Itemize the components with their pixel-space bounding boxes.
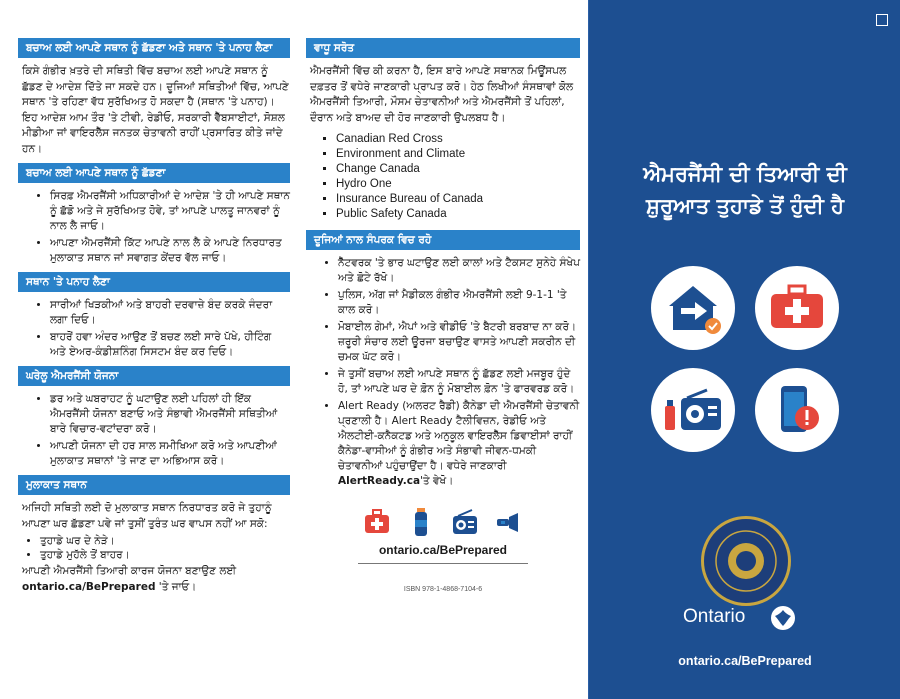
isbn: ISBN 978-1-4868-7104-6 bbox=[403, 586, 483, 593]
shelter-list bbox=[18, 298, 290, 360]
footer-suffix: 'ਤੇ ਜਾਓ। bbox=[155, 580, 197, 593]
cover-url[interactable]: ontario.ca/BePrepared bbox=[678, 654, 812, 668]
evacuating-list bbox=[18, 189, 290, 266]
org-item: ▪ Environment and Climate bbox=[336, 147, 580, 162]
list-item: • ਜੇ ਤੁਸੀਂ ਬਚਾਅ ਲਈ ਆਪਣੇ ਸਥਾਨ ਨੂੰ ਛੱਡਣ ਲਈ ਮਜਬੂਰ ਹੁੰਦੇ ਹੋ, ਤਾਂ ਆਪਣੇ ਘਰ ਦੇ ਫ਼ੋਨ ਨੂੰ ਮੋਬਾਈਲ ਫ਼ੋਨ 'ਤੇ ਫਾਰਵਰਡ ਕਰੋ। bbox=[338, 367, 580, 397]
first-aid-kit-icon bbox=[755, 266, 839, 350]
list-item: • ਪੁਲਿਸ, ਅੱਗ ਜਾਂ ਮੈਡੀਕਲ ਗੰਭੀਰ ਐਮਰਜੈਂਸੀ ਲਈ 9-1-1 'ਤੇ ਕਾਲ ਕਰੋ। bbox=[338, 288, 580, 318]
crop-mark bbox=[876, 14, 888, 26]
water-bottle-icon bbox=[408, 507, 434, 537]
cover-panel bbox=[588, 0, 900, 699]
section-heading-evacuating: ਬਚਾਅ ਲਈ ਆਪਣੇ ਸਥਾਨ ਨੂੰ ਛੱਡਣਾ bbox=[18, 163, 290, 183]
section-heading-shelter-in-place: ਸਥਾਨ 'ਤੇ ਪਨਾਹ ਲੈਣਾ bbox=[18, 272, 290, 292]
list-item: • ਸਿਰਫ਼ ਐਮਰਜੈਂਸੀ ਅਧਿਕਾਰੀਆਂ ਦੇ ਆਦੇਸ਼ 'ਤੇ ਹੀ ਆਪਣੇ ਸਥਾਨ ਨੂੰ ਛੱਡੋ ਅਤੇ ਜੇ ਸੁਰੱਖਿਅਤ ਹੋਵੇ, ਤਾਂ ਆਪਣੇ ਪਾਲਤੂ ਜਾਨਵਰਾਂ ਨੂੰ ਨਾਲ ਲੈ ਜਾਓ। bbox=[50, 189, 290, 234]
phone-alert-icon bbox=[755, 368, 839, 452]
list-item: • ਤੁਹਾਡੇ ਘਰ ਦੇ ਨੇੜੇ। bbox=[40, 534, 290, 548]
divider bbox=[358, 563, 528, 564]
list-item: • ਡਰ ਅਤੇ ਘਬਰਾਹਟ ਨੂੰ ਘਟਾਉਣ ਲਈ ਪਹਿਲਾਂ ਹੀ ਇੱਕ ਐਮਰਜੈਂਸੀ ਯੋਜਨਾ ਬਣਾਓ ਅਤੇ ਸੰਭਾਵੀ ਐਮਰਜੈਂਸੀ ਸਥਿਤੀਆਂ ਬਾਰੇ ਵਿਚਾਰ-ਵਟਾਂਦਰਾ ਕਰੋ। bbox=[50, 392, 290, 437]
site-url[interactable]: ontario.ca/BePrepared bbox=[378, 543, 508, 557]
alert-ready-text: Alert Ready (ਅਲਰਟ ਰੈਡੀ) ਕੈਨੇਡਾ ਦੀ ਐਮਰਜੈਂਸੀ ਚੇਤਾਵਨੀ ਪ੍ਰਣਾਲੀ ਹੈ। Alert Ready ਟੈਲੀਵਿਜ਼ਨ, ਰੇਡੀਓ ਅਤੇ ਐਲਟੀਈ-ਕਨੈਕਟਡ ਅਤੇ ਅਨੁਕੂਲ ਵਾਇਰਲੈੱਸ ਡਿਵਾਈਸਾਂ ਰਾਹੀਂ ਕੈਨੇਡਾ-ਵਾਸੀਆਂ ਨੂੰ ਗੰਭੀਰ ਅਤੇ ਸੰਭਾਵੀ ਜੀਵਨ-ਧਮਕੀ ਚੇਤਾਵਨੀਆਂ ਪਹੁੰਚਾਉਂਦਾ ਹੈ। ਵਧੇਰੇ ਜਾਣਕਾਰੀ bbox=[338, 400, 580, 472]
first-aid-kit-icon bbox=[364, 507, 390, 537]
list-item: • ਤੁਹਾਡੇ ਮੁਹੱਲੇ ਤੋਂ ਬਾਹਰ। bbox=[40, 548, 290, 562]
left-panel bbox=[0, 0, 300, 699]
meeting-places-list bbox=[18, 534, 290, 562]
middle-panel bbox=[300, 0, 588, 699]
list-item: • ਨੈੱਟਵਰਕ 'ਤੇ ਭਾਰ ਘਟਾਉਣ ਲਈ ਕਾਲਾਂ ਅਤੇ ਟੈਕਸਟ ਸੁਨੇਹੇ ਸੰਖੇਪ ਅਤੇ ਛੋਟੇ ਰੱਖੋ। bbox=[338, 256, 580, 286]
meeting-places-text: ਅਜਿਹੀ ਸਥਿਤੀ ਲਈ ਦੋ ਮੁਲਾਕਾਤ ਸਥਾਨ ਨਿਰਧਾਰਤ ਕਰੋ ਜੇ ਤੁਹਾਨੂੰ ਆਪਣਾ ਘਰ ਛੱਡਣਾ ਪਵੇ ਜਾਂ ਤੁਸੀਂ ਤੁਰੰਤ ਘਰ ਵਾਪਸ ਨਹੀਂ ਆ ਸਕੋ: bbox=[22, 502, 272, 530]
alert-ready-link[interactable]: AlertReady.ca bbox=[338, 475, 421, 487]
radio-flashlight-icon bbox=[651, 368, 735, 452]
section-heading-household-plan: ਘਰੇਲੂ ਐਮਰਜੈਂਸੀ ਯੋਜਨਾ bbox=[18, 366, 290, 386]
section-heading-meeting-places: ਮੁਲਾਕਾਤ ਸਥਾਨ bbox=[18, 475, 290, 495]
list-item: • ਆਪਣਾ ਐਮਰਜੈਂਸੀ ਕਿੱਟ ਆਪਣੇ ਨਾਲ ਲੈ ਕੇ ਆਪਣੇ ਨਿਰਧਾਰਤ ਮੁਲਾਕਾਤ ਸਥਾਨ ਜਾਂ ਸਵਾਗਤ ਕੇਂਦਰ ਵੱਲ ਜਾਓ। bbox=[50, 236, 290, 266]
section-heading-resources: ਵਾਧੂ ਸਰੋਤ bbox=[306, 38, 580, 58]
seal-logo bbox=[701, 516, 791, 606]
list-item bbox=[338, 399, 580, 489]
resources-text: ਐਮਰਜੈਂਸੀ ਵਿੱਚ ਕੀ ਕਰਨਾ ਹੈ, ਇਸ ਬਾਰੇ ਆਪਣੇ ਸਥਾਨਕ ਮਿਊਂਸਪਲ ਦਫ਼ਤਰ ਤੋਂ ਵਧੇਰੇ ਜਾਣਕਾਰੀ ਪ੍ਰਾਪਤ ਕਰੋ। ਹੇਠ ਲਿਖੀਆਂ ਸੰਸਥਾਵਾਂ ਕੋਲ ਐਮਰਜੈਂਸੀ ਤਿਆਰੀ, ਮੌਸਮ ਚੇਤਾਵਨੀਆਂ ਅਤੇ ਐਮਰਜੈਂਸੀ ਤੋਂ ਪਹਿਲਾਂ, ਦੌਰਾਨ ਅਤੇ ਬਾਅਦ ਦੀ ਹੋਰ ਜਾਣਕਾਰੀ ਉਪਲਬਧ ਹੈ। bbox=[310, 65, 574, 124]
radio-icon bbox=[452, 507, 478, 537]
meeting-places-footer bbox=[22, 564, 290, 595]
list-item: • ਮੋਬਾਈਲ ਗੇਮਾਂ, ਐਪਾਂ ਅਤੇ ਵੀਡੀਓ 'ਤੇ ਬੈਟਰੀ ਬਰਬਾਦ ਨਾ ਕਰੋ। ਜ਼ਰੂਰੀ ਸੰਚਾਰ ਲਈ ਊਰਜਾ ਬਚਾਉਣ ਵਾਸਤੇ ਆਪਣੀ ਸਕਰੀਨ ਦੀ ਚਮਕ ਘੱਟ ਕਰੋ। bbox=[338, 320, 580, 365]
org-item: ▪ Change Canada bbox=[336, 162, 580, 177]
section-heading-evacuate-shelter: ਬਚਾਅ ਲਈ ਆਪਣੇ ਸਥਾਨ ਨੂੰ ਛੱਡਣਾ ਅਤੇ ਸਥਾਨ 'ਤੇ ਪਨਾਹ ਲੈਣਾ bbox=[18, 38, 290, 58]
household-plan-list bbox=[18, 392, 290, 469]
footer-text: ਆਪਣੀ ਐਮਰਜੈਂਸੀ ਤਿਆਰੀ ਕਾਰਜ ਯੋਜਨਾ ਬਣਾਉਣ ਲਈ bbox=[22, 565, 237, 577]
org-item: ▪ Public Safety Canada bbox=[336, 207, 580, 222]
cover-title: ਐਮਰਜੈਂਸੀ ਦੀ ਤਿਆਰੀ ਦੀ ਸ਼ੁਰੂਆਤ ਤੁਹਾਡੇ ਤੋਂ ਹੁੰਦੀ ਹੈ bbox=[643, 162, 847, 218]
flashlight-icon bbox=[496, 507, 522, 537]
section-heading-stay-in-touch: ਦੂਜਿਆਂ ਨਾਲ ਸੰਪਰਕ ਵਿਚ ਰਹੋ bbox=[306, 230, 580, 250]
prepared-link[interactable]: ontario.ca/BePrepared bbox=[22, 580, 156, 593]
list-item: • ਆਪਣੀ ਯੋਜਨਾ ਦੀ ਹਰ ਸਾਲ ਸਮੀਖਿਆ ਕਰੋ ਅਤੇ ਆਪਣੀਆਂ ਮੁਲਾਕਾਤ ਸਥਾਨਾਂ 'ਤੇ ਜਾਣ ਦਾ ਅਭਿਆਸ ਕਰੋ। bbox=[50, 439, 290, 469]
org-item: ▪ Insurance Bureau of Canada bbox=[336, 192, 580, 207]
list-item: • ਬਾਹਰੋਂ ਹਵਾ ਅੰਦਰ ਆਉਣ ਤੋਂ ਬਚਣ ਲਈ ਸਾਰੇ ਪੱਖੇ, ਹੀਟਿੰਗ ਅਤੇ ਏਅਰ-ਕੰਡੀਸ਼ਨਿੰਗ ਸਿਸਟਮ ਬੰਦ ਕਰ ਦਿਓ। bbox=[50, 330, 290, 360]
org-item: ▪ Hydro One bbox=[336, 177, 580, 192]
alert-ready-suffix: 'ਤੇ ਵੇਖੋ। bbox=[420, 475, 454, 487]
ontario-wordmark: Ontario bbox=[683, 606, 746, 627]
icons-row bbox=[306, 507, 580, 537]
stay-in-touch-list bbox=[306, 256, 580, 489]
org-item: ▪ Canadian Red Cross bbox=[336, 132, 580, 147]
trillium-icon bbox=[771, 606, 795, 630]
house-shelter-icon bbox=[651, 266, 735, 350]
section-text-evacuate-shelter: ਕਿਸੇ ਗੰਭੀਰ ਖ਼ਤਰੇ ਦੀ ਸਥਿਤੀ ਵਿੱਚ ਬਚਾਅ ਲਈ ਆਪਣੇ ਸਥਾਨ ਨੂੰ ਛੱਡਣ ਦੇ ਆਦੇਸ਼ ਦਿੱਤੇ ਜਾ ਸਕਦੇ ਹਨ। ਦੂਜਿਆਂ ਸਥਿਤੀਆਂ ਵਿੱਚ, ਆਪਣੇ ਸਥਾਨ 'ਤੇ ਰਹਿਣਾ ਵੱਧ ਸੁਰੱਖਿਅਤ ਹੋ ਸਕਦਾ ਹੈ (ਸਥਾਨ 'ਤੇ ਪਨਾਹ)। ਇਹ ਆਦੇਸ਼ ਆਮ ਤੌਰ 'ਤੇ ਟੀਵੀ, ਰੇਡੀਓ, ਸਰਕਾਰੀ ਵੈੱਬਸਾਈਟਾਂ, ਸੋਸ਼ਲ ਮੀਡੀਆ ਜਾਂ ਵਾਇਰਲੈੱਸ ਜਨਤਕ ਚੇਤਾਵਨੀ ਰਾਹੀਂ ਪ੍ਰਸਾਰਿਤ ਕੀਤੇ ਜਾਂਦੇ ਹਨ। bbox=[22, 65, 289, 155]
list-item: • ਸਾਰੀਆਂ ਖਿੜਕੀਆਂ ਅਤੇ ਬਾਹਰੀ ਦਰਵਾਜ਼ੇ ਬੰਦ ਕਰਕੇ ਜੰਦਰਾ ਲਗਾ ਦਿਓ। bbox=[50, 298, 290, 328]
organizations-list bbox=[306, 132, 580, 222]
